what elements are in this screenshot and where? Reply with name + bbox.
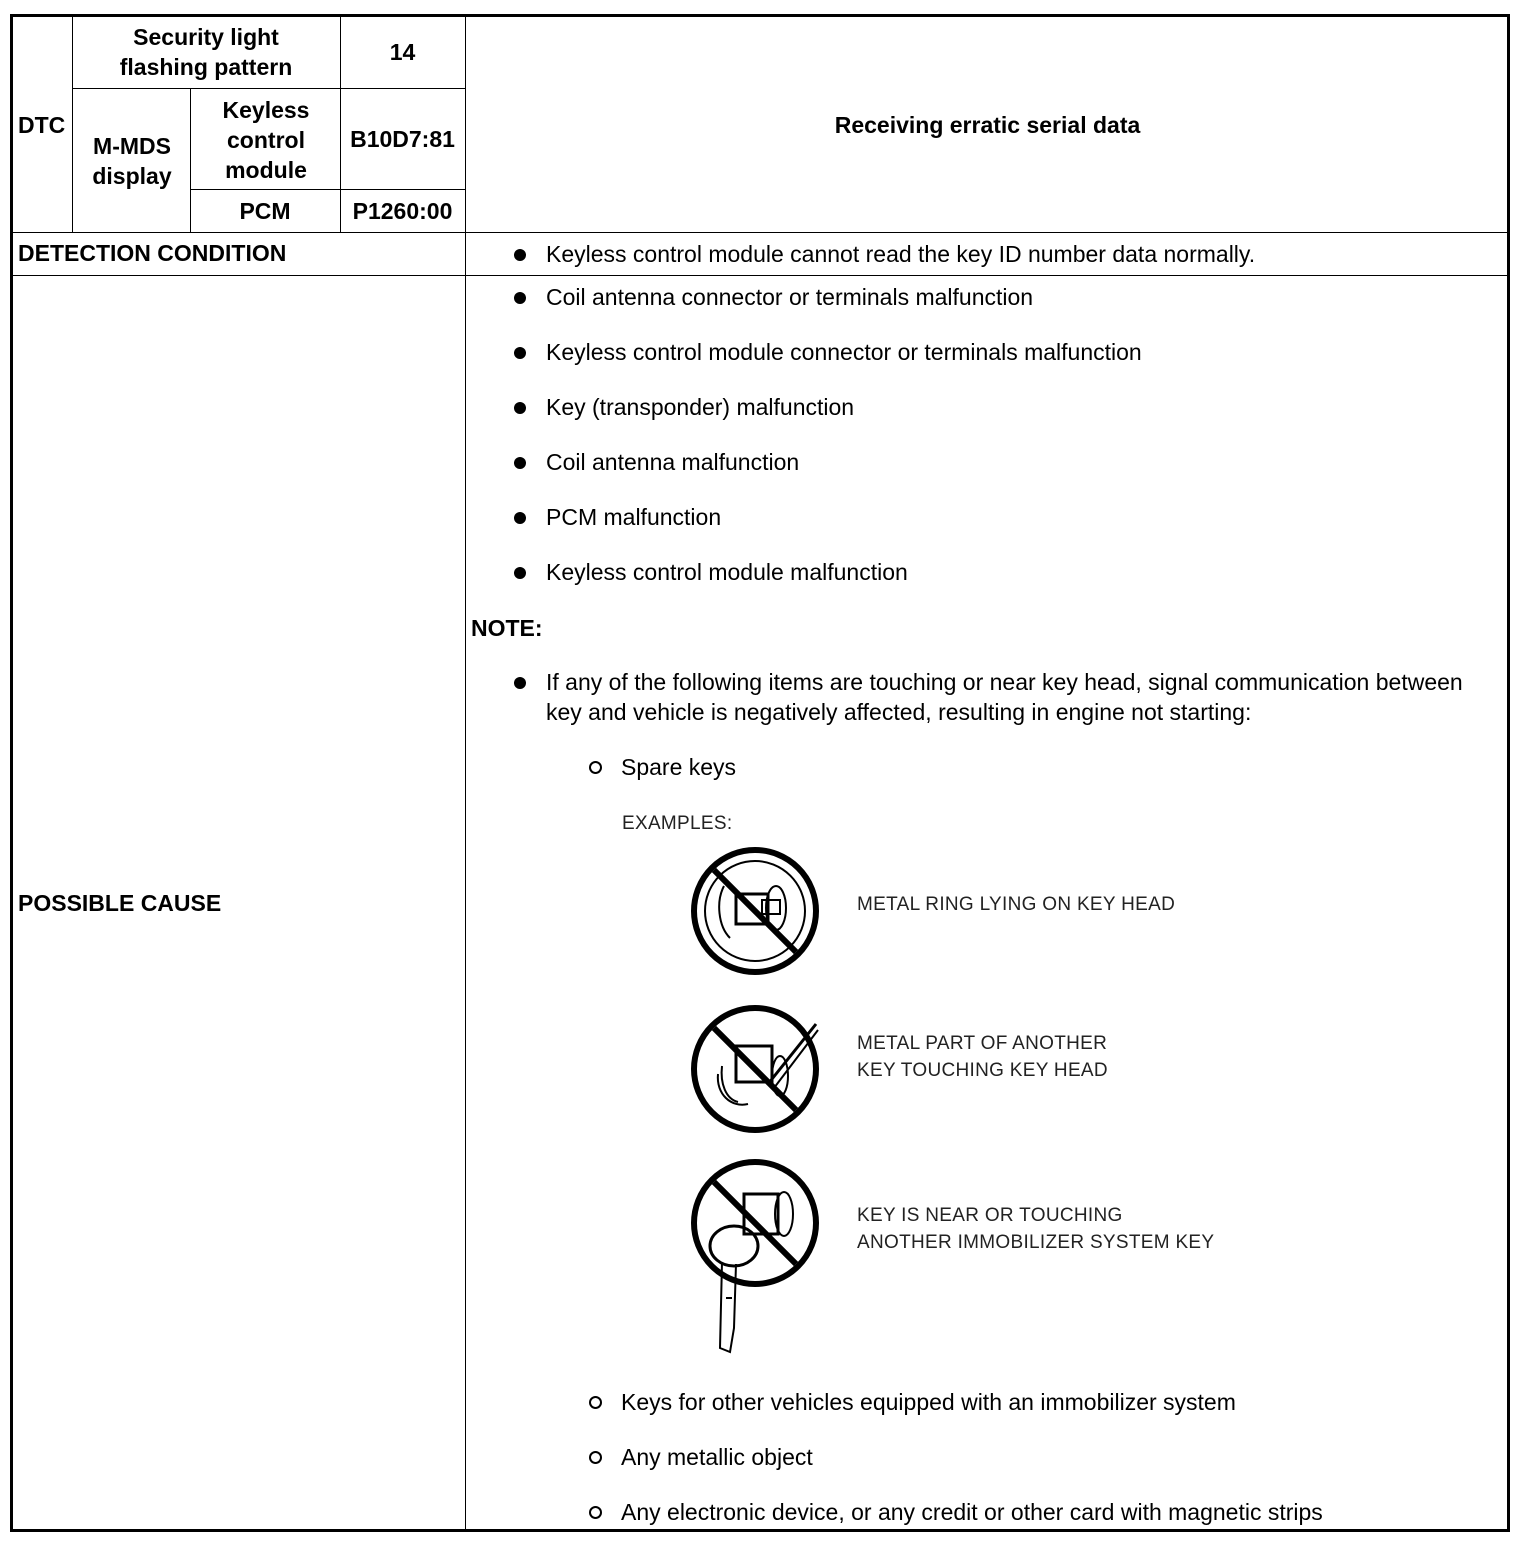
cause-item: Coil antenna connector or terminals malfunction: [546, 284, 1034, 310]
divider: [72, 14, 73, 232]
divider: [10, 232, 1510, 233]
dtc-title: Receiving erratic serial data: [834, 112, 1141, 138]
dtc-label: DTC: [18, 112, 66, 138]
bullet: [514, 347, 526, 359]
note-label: NOTE:: [471, 615, 543, 641]
example-caption: METAL PART OF ANOTHER KEY TOUCHING KEY HEAD: [857, 1033, 1108, 1081]
cause-item: Keyless control module malfunction: [546, 559, 908, 585]
pcm-label: PCM: [239, 198, 291, 224]
mmds-label: M-MDS display: [92, 133, 172, 189]
detection-condition-text: Keyless control module cannot read the key ID number data normally.: [546, 241, 1256, 267]
detection-condition-label: DETECTION CONDITION: [18, 240, 287, 266]
keyless-label: Keyless control module: [222, 97, 310, 183]
examples-label: EXAMPLES:: [622, 813, 733, 834]
example-caption: KEY IS NEAR OR TOUCHING ANOTHER IMMOBILIZER SYSTEM KEY: [857, 1205, 1215, 1253]
note-text: If any of the following items are touching or near key head, signal communication between key and vehicle is negatively affected, resulting in engine not starting:: [546, 669, 1463, 725]
sub-item: Any metallic object: [621, 1444, 813, 1470]
sub-bullet: [589, 1451, 602, 1464]
bullet: [514, 457, 526, 469]
sub-bullet: [589, 761, 602, 774]
sub-item: Keys for other vehicles equipped with an immobilizer system: [621, 1389, 1236, 1415]
sub-item: Any electronic device, or any credit or other card with magnetic strips: [621, 1499, 1323, 1525]
cause-item: Keyless control module connector or terminals malfunction: [546, 339, 1142, 365]
cause-item: Key (transponder) malfunction: [546, 394, 855, 420]
bullet: [514, 677, 526, 689]
example-caption: METAL RING LYING ON KEY HEAD: [857, 894, 1176, 915]
security-light-label: Security light flashing pattern: [119, 24, 293, 80]
divider: [72, 88, 465, 89]
security-light-value: 14: [389, 39, 416, 65]
divider: [190, 189, 465, 190]
prohibited-immobilizer-key-icon: [686, 1158, 826, 1358]
cause-item: Coil antenna malfunction: [546, 449, 800, 475]
bullet: [514, 402, 526, 414]
sub-item: Spare keys: [621, 754, 737, 780]
bullet: [514, 292, 526, 304]
bullet: [514, 512, 526, 524]
possible-cause-label: POSSIBLE CAUSE: [18, 890, 222, 916]
keyless-dtc-value: B10D7:81: [350, 126, 455, 152]
sub-bullet: [589, 1506, 602, 1519]
prohibited-metal-ring-icon: [686, 846, 826, 976]
pcm-dtc-value: P1260:00: [352, 198, 453, 224]
bullet: [514, 567, 526, 579]
sub-bullet: [589, 1396, 602, 1409]
prohibited-metal-part-icon: [686, 1004, 826, 1134]
bullet: [514, 249, 526, 261]
divider: [465, 14, 466, 1532]
cause-item: PCM malfunction: [546, 504, 722, 530]
divider: [10, 275, 1510, 276]
